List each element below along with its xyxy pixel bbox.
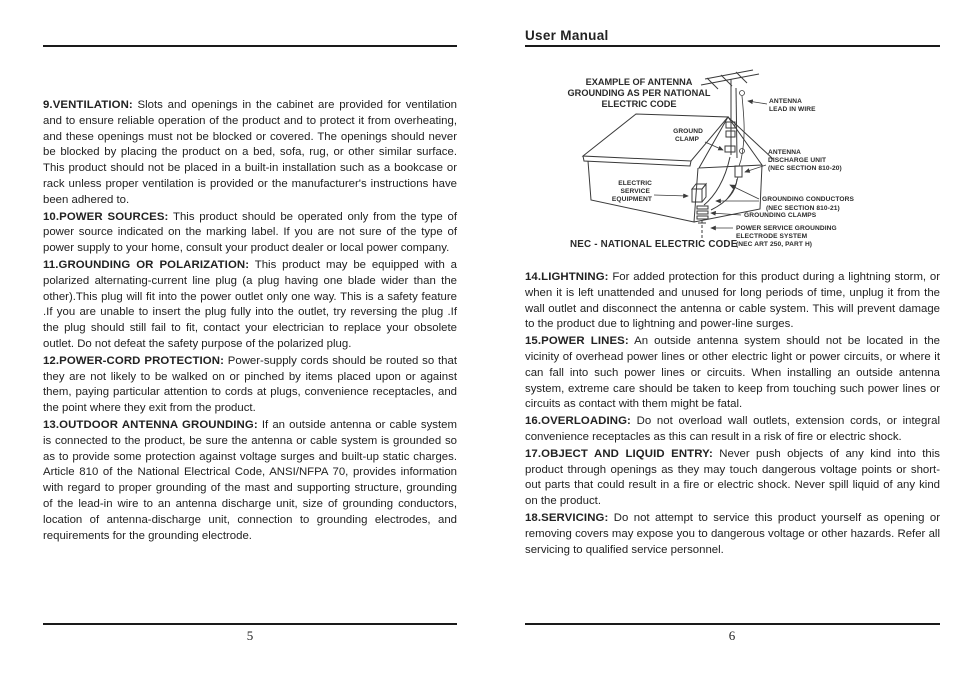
section-10-power-sources (43, 210, 457, 257)
discharge-unit-icon (735, 166, 742, 177)
antenna-icon (701, 70, 759, 89)
section-18-servicing (525, 511, 940, 558)
section-17-object-liquid-entry (525, 447, 940, 510)
section-heading: 14.LIGHTNING: (525, 271, 609, 283)
section-body: Do not overload wall outlets, extension cords, or integral convenience receptacles as this can result in a risk of fire or electric shock. (525, 415, 940, 443)
left-page-bottom-rule (43, 623, 457, 625)
section-heading: 10.POWER SOURCES: (43, 210, 169, 223)
section-14-lightning (525, 270, 940, 333)
label-discharge-unit: ANTENNA (768, 149, 801, 156)
svg-text:ELECTRODE SYSTEM: ELECTRODE SYSTEM (736, 233, 808, 240)
section-heading: 16.OVERLOADING: (525, 415, 631, 428)
section-12-power-cord-protection (43, 354, 457, 417)
section-heading: 9.VENTILATION: (43, 99, 133, 111)
section-11-grounding-polarization (43, 258, 457, 353)
label-antenna-lead-in: ANTENNA (769, 98, 802, 105)
svg-text:LEAD IN WIRE: LEAD IN WIRE (769, 106, 816, 113)
right-page-body (525, 270, 940, 559)
right-page-bottom-rule (525, 623, 940, 625)
section-heading: 17.OBJECT AND LIQUID ENTRY: (525, 447, 713, 460)
antenna-grounding-diagram (555, 62, 947, 264)
section-body: Do not attempt to service this product yourself as opening or removing covers may expose you to dangerous voltage or other hazards. Refer all servicing to qualified service personnel. (525, 511, 940, 556)
left-page-number: 5 (246, 628, 254, 643)
svg-text:EQUIPMENT: EQUIPMENT (611, 196, 652, 203)
section-13-outdoor-antenna-grounding (43, 418, 457, 544)
label-ground-clamp: GROUND (673, 128, 703, 135)
section-heading: 13.OUTDOOR ANTENNA GROUNDING: (43, 418, 258, 431)
section-9-ventilation (43, 98, 457, 209)
section-body: This product should be operated only from the type of power source indicated on the marking label. If you are not sure of the type of power supply to your home, consult your product dealer or local power company. (43, 210, 458, 255)
svg-text:(NEC SECTION 810-20): (NEC SECTION 810-20) (768, 165, 842, 172)
svg-text:(NEC ART 250, PART H): (NEC ART 250, PART H) (736, 241, 813, 248)
diagram-title (568, 77, 711, 109)
section-15-power-lines (525, 334, 940, 413)
left-page-body (43, 98, 457, 545)
diagram-labels (570, 98, 854, 250)
section-body: This product may be equipped with a polarized alternating-current line plug (a plug having one blade wider than the other).This plug will fit into the power outlet only one way. This is a safety feature .If you are unable to insert the plug fully into the outlet, try reversing the plug .If the plug should still fail to fit, contact your electrician to replace your obsolete outlet. Do not defeat the safety purpose of the polarized plug. (43, 258, 457, 350)
left-page-top-rule (43, 45, 457, 47)
svg-text:CLAMP: CLAMP (675, 136, 699, 143)
section-heading: 18.SERVICING: (525, 511, 609, 524)
svg-text:SERVICE: SERVICE (620, 188, 650, 195)
leader-arrows (654, 101, 767, 228)
section-body: For added protection for this product during a lightning storm, or when it is left unattended and unused for long periods of time, unplug it from the wall outlet and disconnect the antenna or cable system. This will prevent damage to the product due to lightning and power-line surges. (525, 271, 940, 331)
section-body: Power-supply cords should be routed so that they are not likely to be walked on or pinched by items placed upon or against them, paying particular attention to cords at plugs, convenience receptacles, and the point where they exit from the product. (43, 354, 457, 415)
right-page-number: 6 (728, 628, 736, 643)
section-heading: 11.GROUNDING OR POLARIZATION: (43, 258, 250, 271)
svg-text:GROUNDING AS PER NATIONAL: GROUNDING AS PER NATIONAL (567, 88, 711, 98)
section-body: An outside antenna system should not be located in the vicinity of overhead power lines or other electric light or power circuits, or where it can fall into such power lines or circuits. When installing an outside antenna system, extreme care should be taken to keep from touching such power lines or circuits as contact with them might be fatal. (525, 335, 940, 411)
right-page-top-rule (525, 45, 940, 47)
section-body: If an outside antenna or cable system is connected to the product, be sure the antenna or cable system is grounded so as to provide some protection against voltage surges and built-up static charges. Article 810 of the National Electrical Code, ANSI/NFPA 70, provides information with regard to proper grounding of the mast and supporting structure, grounding of the lead-in wire to an antenna discharge unit, size of grounding conductors, location of antenna-discharge unit, connection to grounding electrodes, and requirements for the grounding electrode. (43, 418, 457, 542)
label-electrode-system: POWER SERVICE GROUNDING (736, 225, 837, 232)
svg-text:ELECTRIC CODE: ELECTRIC CODE (601, 99, 677, 109)
section-16-overloading (525, 414, 940, 446)
page-title: User Manual (525, 28, 609, 43)
svg-text:(NEC SECTION 810-21): (NEC SECTION 810-21) (766, 205, 840, 212)
label-grounding-conductors: GROUNDING CONDUCTORS (762, 196, 854, 203)
section-body: Slots and openings in the cabinet are provided for ventilation and to ensure reliable operation of the product and to protect it from overheating, and these openings must not be blocked or covered. The openings should never be blocked by placing the product on a bed, sofa, rug, or other similar surface. This product should not be placed in a built-in installation such as a bookcase or rack unless proper ventilation is provided or the manufacturer's instructions have been adhered to. (43, 99, 457, 206)
section-heading: 15.POWER LINES: (525, 335, 629, 348)
section-body: Never push objects of any kind into this product through openings as they may touch dangerous voltage points or short-out parts that could result in a fire or electric shock. Never spill liquid of any kind on the product. (525, 447, 940, 508)
diagram-caption: NEC - NATIONAL ELECTRIC CODE (570, 239, 738, 250)
label-service-equipment: ELECTRIC (618, 180, 652, 187)
section-heading: 12.POWER-CORD PROTECTION: (43, 354, 224, 367)
svg-text:DISCHARGE UNIT: DISCHARGE UNIT (768, 157, 827, 164)
label-grounding-clamps: GROUNDING CLAMPS (744, 212, 817, 219)
svg-text:EXAMPLE OF ANTENNA: EXAMPLE OF ANTENNA (585, 77, 693, 87)
